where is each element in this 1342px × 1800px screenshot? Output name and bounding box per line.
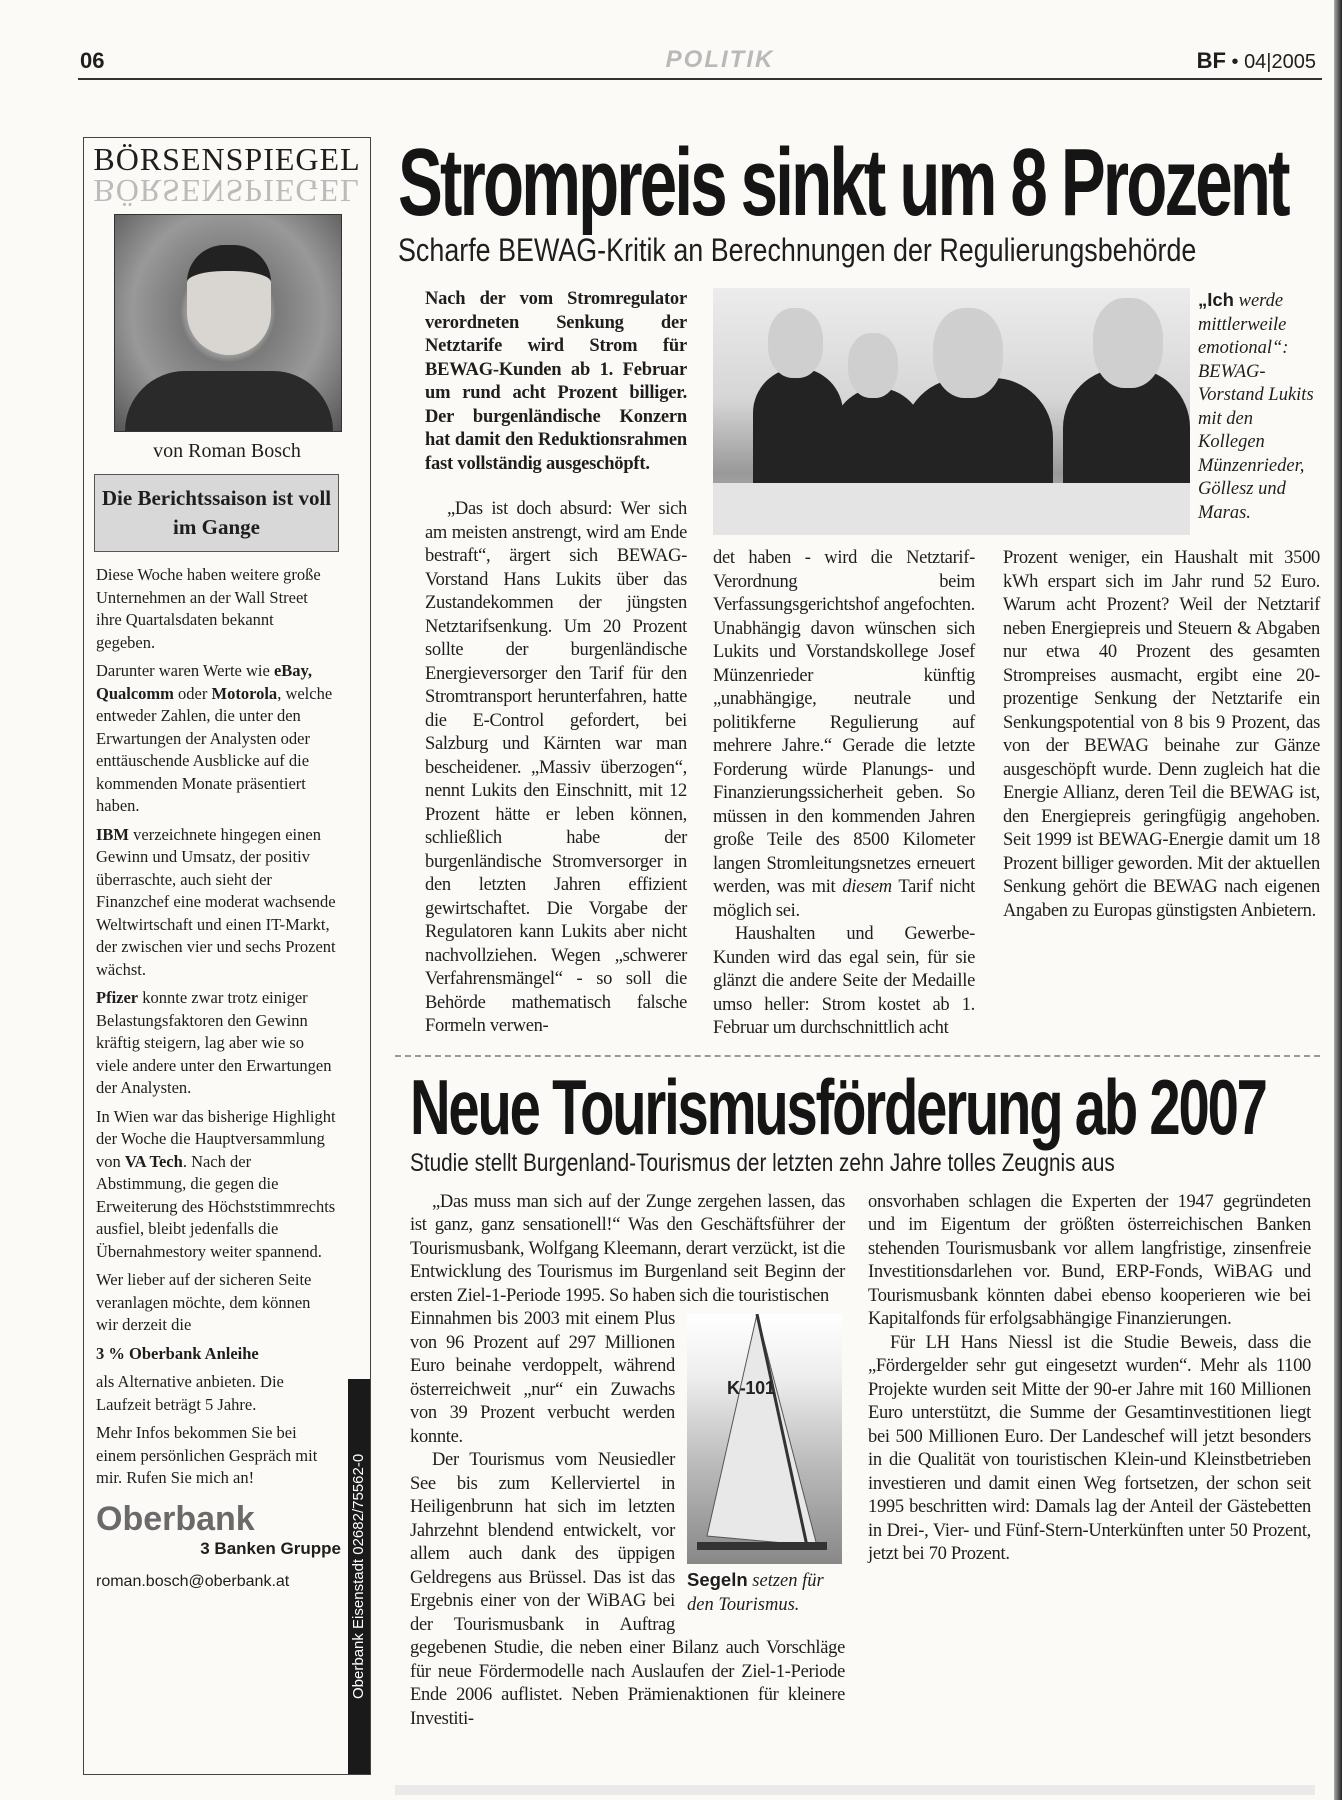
oberbank-logo-sub: 3 Banken Gruppe — [200, 1538, 341, 1558]
paragraph: Darunter waren Werte wie eBay, Qualcomm oder Motorola, welche entweder Zahlen, die unter den Erwartungen der Analysten oder enttäuschende Ausblicke auf die kommenden Monate präsentiert haben. — [96, 661, 333, 815]
contact-phone: Oberbank Eisenstadt 02682/75562-0 — [348, 1379, 370, 1774]
paragraph: Mehr Infos bekommen Sie bei einem persönlichen Gespräch mit mir. Rufen Sie mich an! — [96, 1423, 318, 1487]
photo-block — [687, 1314, 845, 1617]
article-subheadline: Scharfe BEWAG-Kritik an Berechnungen der Regulierungsbehörde — [398, 232, 1197, 268]
paragraph: Pfizer konnte zwar trotz einiger Belastungsfaktoren den Gewinn kräftig steigern, lag aber wie so viele andere unter den Erwartungen der Analysten. — [96, 988, 332, 1097]
article-column-2: onsvorhaben schlagen die Experten der 1947 gegründeten und im Eigentum der größten österreichischen Banken stehenden Tourismusbank vor allem langfristige, zinsenfreie Investitionsdarlehen vor. Bund, ERP-Fonds, WiBAG und Tourismusbank könnten dabei ebenso kooperieren wie bei Kapitalfonds für erfolgsabhängige Finanzierungen. Für LH Hans Niessl ist die Studie Beweis, dass die „Fördergelder sehr gut eingesetzt wurden“. Mehr als 1100 Projekte wurden seit Mitte der 90-er Jahre mit 160 Millionen Euro unterstützt, die Summe der Gesamtinvestitionen liegt bei 500 Millionen Euro. Der Landeschef will jetzt besonders in die Qualität von touristischen Klein-und Kleinstbetrieben investieren und damit einen Weg fortsetzen, der schon seit 1995 beschritten wird: Damals lag der Anteil der Gästebetten in Drei-, Vier- und Fünf-Stern-Unterkünften unter 50 Prozent, jetzt bei 70 Prozent. — [868, 1191, 1311, 1564]
paragraph: Wer lieber auf der sicheren Seite veranlagen möchte, dem können wir derzeit die — [96, 1270, 312, 1334]
oberbank-logo: Oberbank — [96, 1499, 255, 1538]
main-content — [395, 288, 1320, 1731]
boersenspiegel-column — [83, 137, 371, 1775]
header-rule — [78, 78, 1322, 80]
scan-edge — [1334, 0, 1342, 1800]
press-conference-photo — [713, 288, 1190, 535]
column-title-mirror: BÖRSENSPIEGEL — [93, 173, 361, 209]
article-column-3: Prozent weniger, ein Haushalt mit 3500 kWh erspart sich im Jahr rund 52 Euro. Warum acht Prozent? Weil der Netztarif neben Energiepreis und Steuern & Abgaben nur etwa 40 Prozent des gesamten Strompreises ausmacht, ergibt eine 20-prozentige Senkung der Netztarife ein Senkungspotential von 8 bis 9 Prozent, das von der BEWAG beinahe zur Gänze ausgeschöpft wurde. Denn zugleich hat die Energie Allianz, deren Teil die BEWAG ist, den Energiepreis geringfügig angehoben. Seit 1999 ist BEWAG-Energie damit um 18 Prozent billiger geworden. Mit der aktuellen Senkung gehört die BEWAG nach eigenen Angaben zu Europas günstigsten Anbietern. — [1003, 548, 1320, 921]
page-number: 06 — [80, 48, 105, 73]
article-lead: Nach der vom Stromregulator verordneten Senkung der Netztarife wird Strom für BEWAG-Kunden ab 1. Februar um rund acht Prozent billiger. Der burgenländische Konzern hat damit den Reduktionsrahmen fast vollständig ausgeschöpft. — [425, 289, 687, 474]
article-subheadline: Studie stellt Burgenland-Tourismus der letzten zehn Jahre tolles Zeugnis aus — [410, 1148, 1115, 1177]
article-column-2: det haben - wird die Netztarif-Verordnung beim Verfassungsgerichtshof angefochten. Unabhängig davon wünschen sich Lukits und Vorstandskollege Josef Münzenrieder künftig „unabhängige, neutrale und politikferne Regulierung auf mehrere Jahre.“ Gerade die letzte Forderung würde Planungs- und Finanzierungssicherheit geben. So müssen in den kommenden Jahren große Teile des 8500 Kilometer langen Stromleitungsnetzes erneuert werden, was mit diesem Tarif nicht möglich sei. Haushalten und Gewerbe-Kunden wird das egal sein, für sie glänzt die andere Seite der Medaille umso heller: Strom kostet ab 1. Februar um durchschnittlich acht — [713, 548, 975, 1038]
issue-info: BF • 04|2005 — [1196, 48, 1316, 73]
issue-number: 04|2005 — [1244, 51, 1316, 73]
article-headline: Neue Tourismusförderung ab 2007 — [410, 1062, 1266, 1151]
photo-caption: Segeln setzen für den Tourismus. — [687, 1569, 824, 1615]
article-strompreis — [395, 288, 1320, 1041]
paragraph: als Alternative anbieten. Die Laufzeit beträgt 5 Jahre. — [96, 1372, 284, 1414]
article-column-1: „Das ist doch absurd: Wer sich am meisten anstrengt, wird am Ende bestraft“, ärgert sich BEWAG-Vorstand Hans Lukits über das Zustandekommen der jüngsten Netztarifsenkung. Um 20 Prozent sollte der burgenländische Energieversorger den Tarif für den Stromtransport herunterfahren, hatte die E-Control gefordert, bei Salzburg und Kärnten war man bescheidener. „Massiv überzogen“, nennt Lukits den Einschnitt, mit 12 Prozent hätte er leben können, schließlich habe der burgenländische Stromversorger in den letzten Jahren effizient gewirtschaftet. Die Vorgabe der Regulatoren kann Lukits aber nicht nachvollziehen. Wegen „schwerer Verfahrensmängel“ - so soll die Behörde mathematisch falsche Formeln verwen- — [425, 499, 687, 1036]
photo-caption: „Ich werde mittlerweile emotional“: BEWAG-Vorstand Lukits mit den Kollegen Münzenrieder, Göllesz und Maras. — [1198, 289, 1314, 523]
column-headline: Die Berichtssaison ist voll im Gange — [94, 474, 339, 552]
author-photo — [114, 214, 342, 432]
paragraph: IBM verzeichnete hingegen einen Gewinn und Umsatz, der positiv überraschte, auch sieht der Finanzchef eine moderat wachsende Weltwirtschaft und einen IT-Markt, der zwischen vier und sechs Prozent wächst. — [96, 824, 336, 979]
column-title: BÖRSENSPIEGEL — [93, 141, 361, 177]
sail-number: K-101 — [727, 1378, 775, 1398]
author-email[interactable]: roman.bosch@oberbank.at — [96, 1572, 290, 1590]
article-tourismus — [395, 1191, 1320, 1732]
article-headline: Strompreis sinkt um 8 Prozent — [398, 129, 1288, 236]
paragraph: In Wien war das bisherige Highlight der Woche die Hauptversammlung von VA Tech. Nach der Abstimmung, die gegen die Erweiterung des Höchststimmrechts ausfiel, bleibt jedenfalls die Übernahmestory weiter spannend. — [96, 1106, 336, 1261]
windsurfer-photo — [687, 1314, 842, 1564]
brand: BF — [1196, 48, 1226, 73]
column-body — [96, 564, 341, 1592]
paragraph: Diese Woche haben weitere große Unternehmen an der Wall Street ihre Quartalsdaten bekannt gegeben. — [96, 565, 321, 652]
article-divider — [395, 1055, 1320, 1057]
paragraph: 3 % Oberbank Anleihe — [96, 1343, 259, 1363]
article-column-1: „Das muss man sich auf der Zunge zergehen lassen, das ist ganz, ganz sensationell!“ Was den Geschäftsführer der Tourismusbank, Wolfgang Kleemann, derart verzückt, ist die Entwicklung des Tourismus im Burgenland seit Beginn der ersten Ziel-1-Periode 1995. So haben sich die touristischen K-101 Segeln setzen für den Tourismus. Einnahmen bis 2003 mit einem Plus von 96 Prozent auf 297 Millionen Euro beinahe verdoppelt, während österreichweit „nur“ ein Zuwachs von 39 Prozent verbucht werden konnte. Der Tourismus vom Neusiedler See bis zum Kellerviertel in Heiligenbrunn hat sich im letzten Jahrzehnt blendend entwickelt, vor allem auch dank des üppigen Geldregens aus Brüssel. Das ist das Ergebnis einer von der WiBAG bei der Tourismusbank in Auftrag gegebenen Studie, die neben einer Bilanz auch Vorschläge für neue Fördermodelle nach Auslaufen der Ziel-1-Periode Ende 2006 auflistet. Neben Prämienaktionen für kleinere Investiti- — [410, 1191, 846, 1729]
page-bottom-band — [395, 1785, 1315, 1795]
byline: von Roman Bosch — [153, 440, 301, 462]
ad-footer — [96, 1500, 351, 1592]
section-label: POLITIK — [665, 46, 775, 73]
